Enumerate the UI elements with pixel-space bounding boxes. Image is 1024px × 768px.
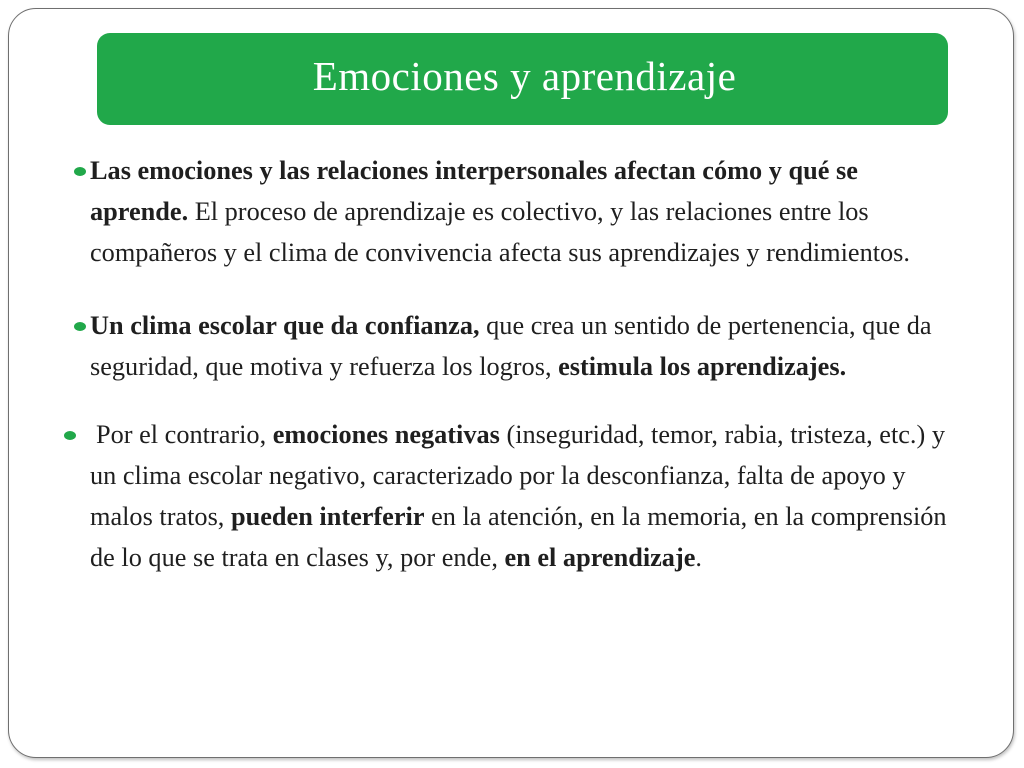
bullet-3-text-4: . xyxy=(695,543,702,572)
bullet-3-bold-1: emociones negativas xyxy=(272,420,500,449)
bullet-item-3 xyxy=(70,414,950,578)
bullet-2-text-1: que crea un sentido de pertenencia, que da seguridad, que motiva y refuerza los logros, xyxy=(90,311,932,381)
bullet-3-bold-3: en el aprendizaje xyxy=(504,543,696,572)
bullet-list xyxy=(70,150,950,578)
bullet-dot-icon xyxy=(74,322,86,331)
title-banner xyxy=(97,33,948,125)
bullet-dot-icon xyxy=(74,167,86,176)
bullet-3-text-2: (inseguridad, temor, rabia, tristeza, etc.) y un clima escolar negativo, caracterizado por la desconfianza, falta de apoyo y malos tratos, xyxy=(90,420,945,531)
bullet-3-text-3: en la atención, en la memoria, en la comprensión de lo que se trata en clases y, por ende, xyxy=(90,502,947,572)
bullet-item-2 xyxy=(70,305,950,387)
bullet-dot-icon xyxy=(64,431,76,440)
bullet-item-1 xyxy=(70,150,950,273)
bullet-1-bold-1: Las emociones y las relaciones interpersonales afectan cómo y qué se aprende. xyxy=(90,156,858,226)
bullet-3-text-1: Por el contrario, xyxy=(96,420,273,449)
bullet-1-text-1: El proceso de aprendizaje es colectivo, y las relaciones entre los compañeros y el clima de convivencia afecta sus aprendizajes y rendimientos. xyxy=(90,197,910,267)
bullet-2-bold-1: Un clima escolar que da confianza, xyxy=(90,311,480,340)
bullet-3-bold-2: pueden interferir xyxy=(230,502,425,531)
bullet-2-bold-2: estimula los aprendizajes. xyxy=(558,352,847,381)
slide-title: Emociones y aprendizaje xyxy=(312,53,737,99)
